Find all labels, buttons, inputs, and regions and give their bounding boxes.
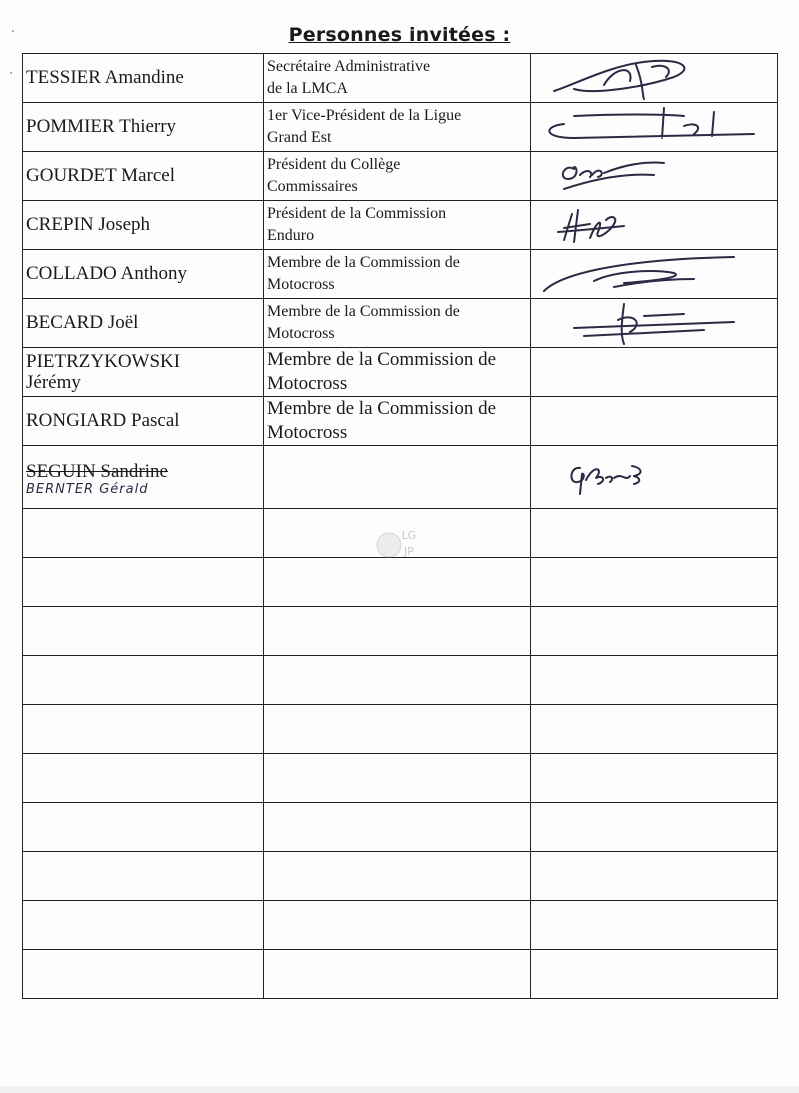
role-cell — [264, 103, 531, 152]
attendee-name: TESSIER Amandine — [26, 67, 184, 88]
role-cell — [264, 152, 531, 201]
attendee-role: Membre de la Commission de Motocross — [267, 303, 460, 342]
role-cell — [264, 299, 531, 348]
signature-cell — [531, 103, 778, 152]
table-row — [23, 299, 778, 348]
name-cell — [23, 103, 264, 152]
table-row — [23, 558, 778, 607]
name-cell — [23, 446, 264, 509]
table-row — [23, 852, 778, 901]
role-cell — [264, 250, 531, 299]
attendee-role: Président de la Commission Enduro — [267, 205, 447, 244]
name-cell — [23, 54, 264, 103]
attendee-role: Secrétaire Administrative de la LMCA — [267, 58, 431, 97]
name-cell — [23, 201, 264, 250]
scan-speck — [12, 30, 14, 32]
signature — [534, 153, 764, 199]
role-cell — [264, 201, 531, 250]
table-row — [23, 397, 778, 446]
table-row — [23, 201, 778, 250]
watermark-stamp — [375, 523, 423, 563]
role-cell — [264, 397, 531, 446]
role-cell — [264, 54, 531, 103]
attendee-name: BECARD Joël — [26, 312, 139, 333]
signature-cell — [531, 54, 778, 103]
attendee-role: Membre de la Commission de Motocross — [267, 398, 497, 443]
table-row — [23, 348, 778, 397]
attendee-name: POMMIER Thierry — [26, 116, 177, 137]
attendee-name: CREPIN Joseph — [26, 214, 151, 235]
signature — [534, 454, 764, 500]
table-row — [23, 754, 778, 803]
table-row — [23, 250, 778, 299]
name-cell — [23, 348, 264, 397]
attendee-role: Membre de la Commission de Motocross — [267, 254, 460, 293]
attendee-role: Président du Collège Commissaires — [267, 156, 401, 195]
table-row — [23, 950, 778, 999]
name-cell — [23, 250, 264, 299]
signature-cell — [531, 201, 778, 250]
handwritten-name: BERNTER Gérald — [26, 482, 149, 497]
name-cell — [23, 152, 264, 201]
signature — [534, 55, 764, 101]
table-row — [23, 607, 778, 656]
signature-cell — [531, 250, 778, 299]
table-row — [23, 705, 778, 754]
table-row — [23, 656, 778, 705]
signature-cell — [531, 152, 778, 201]
name-cell — [23, 299, 264, 348]
attendee-name: PIETRZYKOWSKI Jérémy — [26, 351, 181, 393]
signature — [534, 202, 764, 248]
role-cell — [264, 446, 531, 509]
scan-speck — [10, 72, 12, 74]
table-row — [23, 103, 778, 152]
page-title: Personnes invitées : — [288, 24, 511, 46]
table-row — [23, 152, 778, 201]
signature-cell — [531, 446, 778, 509]
attendee-name: RONGIARD Pascal — [26, 410, 180, 431]
table-row — [23, 901, 778, 950]
struck-name: SEGUIN Sandrine — [26, 461, 168, 482]
attendee-role: Membre de la Commission de Motocross — [267, 349, 497, 394]
signature — [534, 251, 764, 297]
scan-edge — [0, 1086, 799, 1093]
signature — [534, 300, 764, 346]
attendee-role: 1er Vice-Président de la Ligue Grand Est — [267, 107, 462, 146]
name-cell — [23, 397, 264, 446]
signature-cell — [531, 397, 778, 446]
table-row — [23, 446, 778, 509]
signature — [534, 104, 764, 150]
attendee-name: COLLADO Anthony — [26, 263, 187, 284]
svg-text:JP: JP — [404, 545, 414, 558]
attendee-name: GOURDET Marcel — [26, 165, 175, 186]
table-row — [23, 54, 778, 103]
svg-text:LG: LG — [401, 529, 417, 542]
signature-cell — [531, 348, 778, 397]
table-row — [23, 803, 778, 852]
signature-cell — [531, 299, 778, 348]
role-cell — [264, 348, 531, 397]
